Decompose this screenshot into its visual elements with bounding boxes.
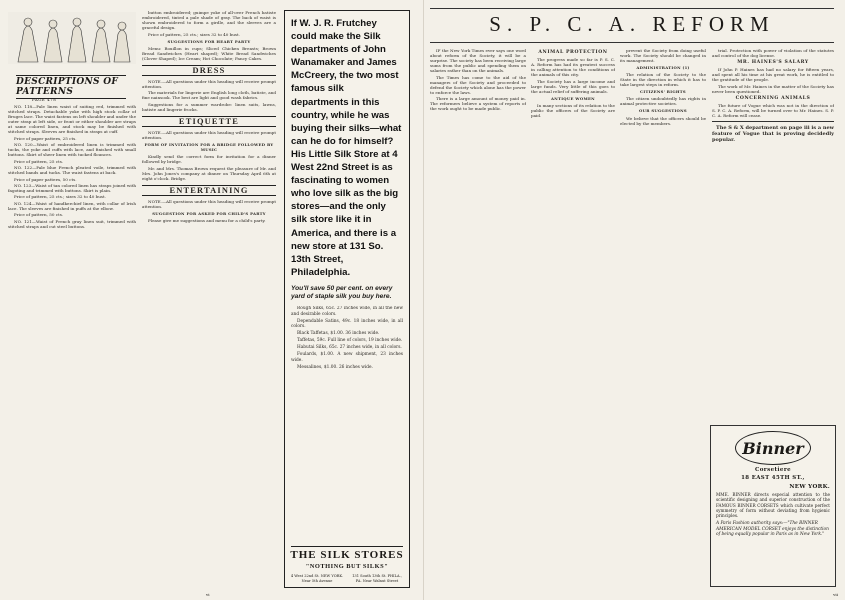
ad-item: Black Taffetas, $1.00. 36 inches wide.: [297, 331, 380, 337]
our-suggestions-heading: OUR SUGGESTIONS: [639, 108, 687, 114]
pattern-paragraph: NO. 120—Waist of embroidered linen is trimmed with tucks, the yoke and cuffs with lace, and finished with small buttons. Skirt of sheer linen with tucked flounces.: [8, 142, 136, 158]
spca-paragraph: If John P. Haines has had no salary for fifteen years, and spent all his time at his great work, he is entitled to the gratitude of the people.: [712, 67, 834, 83]
pattern-price: Price of paper pattern, 50 cts.: [14, 176, 77, 182]
spca-column-1: [430, 48, 526, 588]
pattern-paragraph: button embroidered; guimpe yoke of all-over French batiste embroidered, tinted a pale shade of gray. The back of waist is shown embroidered to form a girdle, and the sleeves are a graceful design.: [142, 10, 276, 31]
etiquette-invitation: Mr. and Mrs. Thomas Brown request the pleasure of Mr. and Mrs. John Jones's company at dinner on Thursday April 6th at eight o'clock. Bridge.: [142, 165, 276, 181]
dress-paragraph: The materials for lingerie are English long cloth, batiste, and fine nainsook. The best are light and good wash fabrics.: [142, 90, 276, 101]
menu-list: Menu: Bouillon in cups; Sliced Chicken Breasts; Brown Bread Sandwiches (Heart shaped); White Bread Sandwiches (Clover Shaped); Ice Cream; Hot Chocolate; Fancy Cakes.: [142, 45, 276, 61]
silk-stores-address-phila: 131 South 13th St. PHILA., PA. Near Walnut Street: [352, 574, 402, 583]
spca-paragraph: We believe that the officers should be elected by the members.: [620, 115, 706, 126]
citizens-rights-heading: CITIZENS' RIGHTS: [640, 89, 686, 95]
ad-item: Messalines, $1.00. 26 inches wide.: [297, 364, 373, 370]
divider: [712, 121, 834, 122]
dress-note: NOTE.—All questions under this heading will receive prompt attention.: [142, 78, 276, 89]
administration-heading: ADMINISTRATION (1): [636, 65, 690, 71]
spca-column-3: [620, 48, 706, 588]
descriptions-title-text: DESCRIPTIONS OF PATTERNS: [16, 77, 119, 97]
pattern-price: Price of pattern, 25 cts.; sizes 32 to 40 bust.: [148, 31, 240, 37]
ad-headline: If W. J. R. Frutchey could make the Silk departments of John Wanamaker and James McCreery, the two most famous silk departments in this country, while he was buying their silks—what can he do for himself? His Little Silk Store at 4 West 22nd Street is as fascinating to women who love silk as the big stores—and the only silk store like it in America, and there is a new store at 131 So. 13th Street, Philadelphia.: [291, 18, 402, 278]
fashion-illustration: [8, 12, 136, 64]
spca-paragraph: The future of Vogue which was not in the direction of S. P. C. A. Reform, will be turned over to Mr. Haines. S. P. C. A. Reform will cease.: [712, 102, 834, 118]
dress-title: DRESS: [142, 65, 276, 76]
spca-paragraph: The Times has come to the aid of the managers of the Society and proceeded to defend the Society which alone has the power to enforce the laws.: [430, 74, 526, 95]
spca-paragraph: In many sections of its relation to the public the officers of the Society are paid.: [531, 102, 615, 118]
silk-stores-advertisement: [284, 10, 410, 588]
left-page: [0, 0, 422, 600]
antique-women-heading: ANTIQUE WOMEN: [551, 95, 595, 101]
silk-stores-address-ny: 4 West 22nd St. NEW YORK. Near 5th Avenue: [290, 574, 344, 583]
spca-paragraph: The Society has a large income and large funds. Very little of this goes to the actual relief of suffering animals.: [531, 78, 615, 94]
pattern-price: Price of pattern, 25 cts.: [14, 158, 64, 164]
pattern-paragraph: NO. 118—Pale linen waist of suiting red, trimmed with stitched straps. Detachable yoke with high stock collar of Bruges lace. The waist fastens on left shoulder and under the outer strap at left side, or front or either shoulder are straps at same colored linen, and stock may be finished with stitched straps. Sleeves are finished in straps at cuff.: [8, 104, 136, 135]
pattern-price: Price of pattern, 25 cts.; sizes 32 to 40 bust.: [14, 194, 106, 200]
pattern-paragraph: NO. 124—Waist of handkerchief linen, with collar of Irish lace. The sleeves are finished in puffs at the elbow.: [8, 200, 136, 211]
ad-item: Rough Silks, 65c. 27 inches wide, in all the new and desirable colors.: [291, 306, 403, 317]
concerning-animals-heading: CONCERNING ANIMALS: [735, 95, 811, 101]
spca-reform-title: S. P. C. A. REFORM: [489, 12, 775, 36]
binner-corset-advertisement: [710, 425, 836, 587]
patterns-column-2: [142, 10, 276, 590]
spca-paragraph: prevent the Society from doing useful work. The Society should be changed in its management.: [620, 48, 706, 64]
animal-protection-heading: ANIMAL PROTECTION: [538, 50, 608, 55]
dress-paragraph: Suggestions for a summer wardrobe: linen suits, lawns, batiste and lingerie frocks.: [142, 101, 276, 112]
ad-item: Foulards, $1.00. A new shipment, 23 inches wide.: [291, 352, 403, 363]
feature-note: The S & X department on page iii is a new feature of Vogue that is proving decidedly popular.: [712, 124, 834, 144]
binner-address: 18 EAST 45TH ST.,: [741, 475, 805, 481]
binner-logo: Binner: [735, 431, 811, 465]
spca-paragraph: The work of Mr. Haines in the matter of the Society has never been questioned.: [712, 83, 834, 94]
spca-paragraph: The citizen undoubtedly has rights in animal protective societies.: [620, 96, 706, 107]
etiquette-subhead: FORM OF INVITATION FOR A BRIDGE FOLLOWED BY MUSIC: [144, 142, 274, 153]
haines-salary-heading: MR. HAINES'S SALARY: [737, 60, 809, 66]
binner-city: NEW YORK.: [789, 484, 830, 490]
binner-corsetiere: Corsetiere: [754, 467, 792, 473]
pattern-paragraph: NO. 121—Waist of French gray linen suit, trimmed with stitched straps and cut steel buttons.: [8, 218, 136, 229]
patterns-column-1: [8, 104, 136, 592]
pattern-paragraph: NO. 123—Waist of tan colored linen has straps joined with fagoting and trimmed with buttons. Skirt is plain.: [8, 183, 136, 194]
ad-rule: [291, 546, 403, 547]
ad-items: [291, 306, 403, 372]
spca-paragraph: trial. Protection with power of violation of the statutes and control of the dog license.: [712, 48, 834, 59]
spca-paragraph: There is a large amount of money paid in. The reformers believe a system of reports of the work ought to be made public.: [430, 96, 526, 112]
spca-paragraph: The relation of the Society to the State in the direction in which it has to take largest steps in reform.: [620, 72, 706, 88]
pattern-price: Price of paper pattern, 25 cts.: [14, 135, 77, 141]
title-rule-top: [430, 8, 834, 9]
spca-paragraph: IF the New York Times ever says one word about reform of the Society, it will be a surprise. The society has been receiving large sums from the public and spending them on salaries rather than on the animals.: [430, 48, 526, 74]
pattern-price: Price of pattern, 50 cts.: [14, 212, 64, 218]
etiquette-paragraph: Kindly send the correct form for invitation for a dinner followed by bridge.: [142, 154, 276, 165]
spca-column-4: [712, 48, 834, 420]
ad-item: Dependable Satins, 49c. 18 inches wide, in all colors.: [291, 318, 403, 330]
suggestions-heading: SUGGESTIONS FOR HEART PARTY: [167, 38, 251, 44]
ad-item: Taffetas, 59c. Full line of colors, 19 inches wide.: [297, 338, 403, 344]
etiquette-note: NOTE.—All questions under this heading will receive prompt attention.: [142, 129, 276, 141]
spca-column-2: [531, 48, 615, 588]
silk-stores-name: THE SILK STORES: [290, 549, 404, 561]
ad-quote: You'll save 50 per cent. on every yard of staple silk you buy here.: [291, 284, 393, 301]
left-folio: vi: [206, 592, 210, 597]
right-folio: vii: [833, 592, 838, 597]
spca-paragraph: The progress made so far is P. S. C. A. Reform has had its greatest success in calling attention to the conditions of the animals of this city.: [531, 57, 615, 78]
entertaining-title: ENTERTAINING: [142, 185, 276, 196]
ad-item: Habutai Silks, 65c. 27 inches wide, in all colors.: [297, 345, 402, 351]
silk-stores-slogan: "NOTHING BUT SILKS": [305, 563, 389, 570]
entertaining-paragraph: Please give me suggestions and menu for a child's party.: [148, 217, 266, 223]
page-reference: PAGE 478: [32, 97, 57, 102]
entertaining-subhead: SUGGESTION FOR ASKED FOR CHILD'S PARTY: [152, 210, 266, 216]
binner-quote: A Paris Fashion authority says:—"The BINNER AMERICAN MODEL CORSET enjoys the distinction of being equally popular in Paris as in New York.": [716, 521, 829, 538]
pattern-paragraph: NO. 122—Pale blue French pleated voile, trimmed with stitched bands and tucks. The waist fastens at back.: [8, 165, 136, 176]
entertaining-note: NOTE.—All questions under this heading will receive prompt attention.: [142, 198, 276, 209]
title-rule: [16, 75, 126, 76]
binner-body: MME. BINNER directs especial attention to the scientific designing and superior construction of the FAMOUS BINNER CORSETS which cultivate perfect symmetry of form without deviating from hygienic principles.: [716, 492, 830, 519]
title-rule-bottom: [430, 42, 834, 43]
etiquette-title: ETIQUETTE: [142, 116, 276, 127]
right-page: [423, 0, 845, 600]
